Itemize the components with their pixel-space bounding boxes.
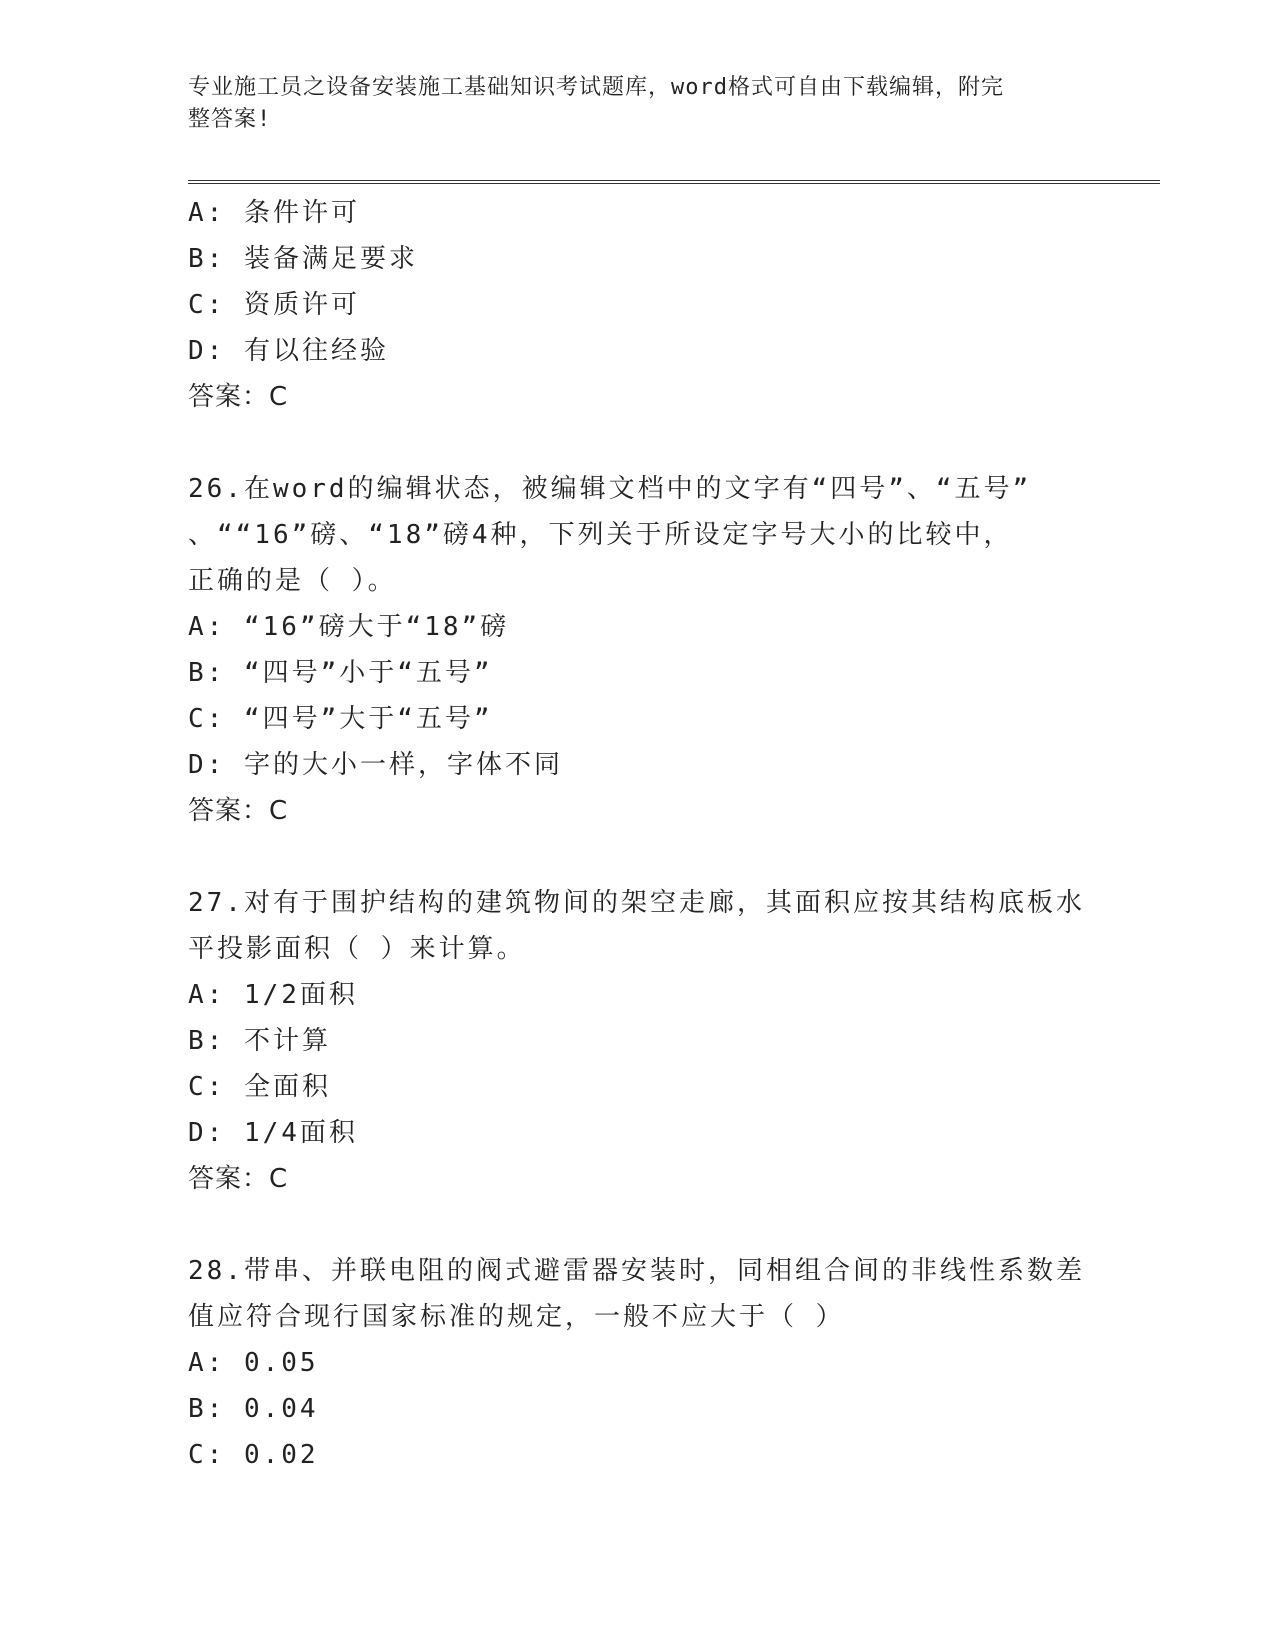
option-d: D: 字的大小一样，字体不同 — [188, 750, 563, 780]
question-stem: 27.对有于围护结构的建筑物间的架空走廊，其面积应按其结构底板水 — [188, 888, 1085, 918]
option-a: A: 1/2面积 — [188, 980, 358, 1010]
option-c: C: 0.02 — [188, 1440, 319, 1470]
option-b: B: 0.04 — [188, 1394, 319, 1424]
question-25 — [188, 190, 1088, 420]
option-b: B: “四号”小于“五号” — [188, 658, 493, 688]
option-b: B: 装备满足要求 — [188, 244, 418, 274]
question-stem: 、““16”磅、“18”磅4种，下列关于所设定字号大小的比较中， — [188, 520, 1013, 550]
option-b: B: 不计算 — [188, 1026, 331, 1056]
header-divider — [188, 180, 1160, 184]
header-line: 专业施工员之设备安装施工基础知识考试题库，word格式可自由下载编辑，附完 — [188, 75, 1004, 100]
question-stem: 28.带串、并联电阻的阀式避雷器安装时，同相组合间的非线性系数差 — [188, 1256, 1085, 1286]
question-stem: 26.在word的编辑状态，被编辑文档中的文字有“四号”、“五号” — [188, 474, 1032, 504]
spacer — [188, 834, 1088, 880]
question-stem: 正确的是（ ）。 — [188, 566, 397, 596]
spacer — [188, 1202, 1088, 1248]
question-27 — [188, 880, 1088, 1202]
header-line: 整答案! — [188, 107, 272, 132]
question-28 — [188, 1248, 1088, 1478]
option-a: A: 0.05 — [188, 1348, 319, 1378]
answer: 答案：C — [188, 796, 289, 826]
question-26 — [188, 466, 1088, 834]
answer: 答案：C — [188, 382, 289, 412]
document-header — [188, 72, 1068, 136]
answer: 答案：C — [188, 1164, 289, 1194]
option-c: C: “四号”大于“五号” — [188, 704, 493, 734]
option-d: D: 1/4面积 — [188, 1118, 358, 1148]
option-a: A: “16”磅大于“18”磅 — [188, 612, 510, 642]
question-list — [188, 190, 1088, 1478]
spacer — [188, 420, 1088, 466]
option-c: C: 全面积 — [188, 1072, 331, 1102]
option-c: C: 资质许可 — [188, 290, 360, 320]
question-stem: 值应符合现行国家标准的规定，一般不应大于（ ） — [188, 1302, 845, 1332]
question-stem: 平投影面积（ ）来计算。 — [188, 934, 526, 964]
option-d: D: 有以往经验 — [188, 336, 389, 366]
option-a: A: 条件许可 — [188, 198, 360, 228]
